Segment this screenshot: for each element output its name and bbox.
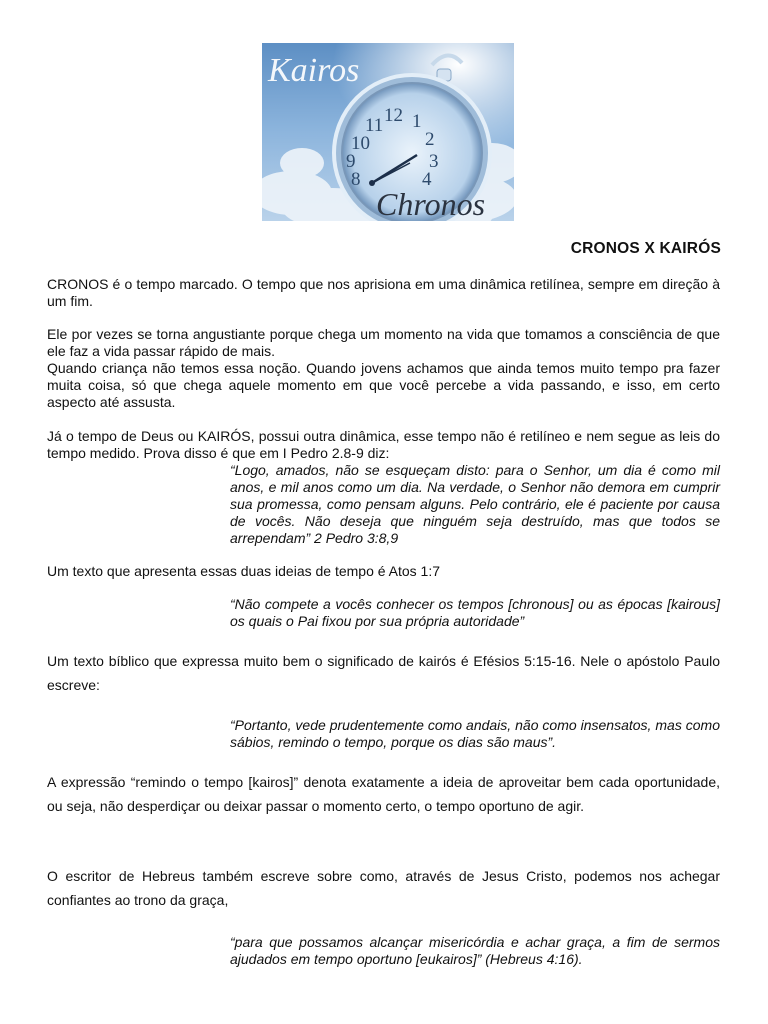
paragraph-angustiante: Ele por vezes se torna angustiante porque chega um momento na vida que tomamos a consciência de que ele faz a vida passar rápido de mais.	[47, 326, 720, 359]
quote-efesios: “Portanto, vede prudentemente como andais, não como insensatos, mas como sábios, remindo o tempo, porque os dias são maus”.	[230, 717, 720, 750]
paragraph-remindo: A expressão “remindo o tempo [kairos]” denota exatamente a ideia de aproveitar bem cada oportunidade, ou seja, não desperdiçar ou deixar passar o momento certo, o tempo oportuno de agir.	[47, 774, 720, 814]
clock-illustration	[262, 43, 514, 221]
paragraph-atos: Um texto que apresenta essas duas ideias de tempo é Atos 1:7	[47, 563, 441, 579]
quote-hebreus: “para que possamos alcançar misericórdia e achar graça, a fim de sermos ajudados em tempo oportuno [eukairos]” (Hebreus 4:16).	[230, 934, 720, 967]
document-title: CRONOS X KAIRÓS	[570, 240, 721, 257]
clock-numeral-12: 12	[384, 105, 403, 126]
quote-atos: “Não compete a vocês conhecer os tempos [chronous] ou as épocas [kairous] os quais o Pai fixou por sua própria autoridade”	[230, 596, 720, 629]
clock-numeral-1: 1	[412, 111, 422, 132]
paragraph-kairos: Já o tempo de Deus ou KAIRÓS, possui outra dinâmica, esse tempo não é retilíneo e nem segue as leis do tempo medido. Prova disso é que em I Pedro 2.8-9 diz:	[47, 428, 720, 461]
kairos-word: Kairos	[268, 52, 360, 89]
paragraph-cronos: CRONOS é o tempo marcado. O tempo que nos aprisiona em uma dinâmica retilínea, sempre em direção à um fim.	[47, 276, 720, 309]
clock-numeral-11: 11	[365, 115, 384, 136]
clock-numeral-4: 4	[422, 169, 432, 190]
kairos-chronos-clock-image	[262, 43, 514, 221]
clock-numeral-3: 3	[429, 151, 439, 172]
paragraph-efesios: Um texto bíblico que expressa muito bem o significado de kairós é Efésios 5:15-16. Nele o apóstolo Paulo escreve:	[47, 653, 720, 693]
clock-numeral-8: 8	[351, 169, 361, 190]
clock-numeral-9: 9	[346, 151, 356, 172]
paragraph-crianca: Quando criança não temos essa noção. Quando jovens achamos que ainda temos muito tempo pra fazer muita coisa, só que chega aquele momento em que você percebe a vida passando, e isso, em certo aspecto até assusta.	[47, 360, 720, 410]
chronos-word: Chronos	[376, 186, 486, 221]
paragraph-hebreus: O escritor de Hebreus também escreve sobre como, através de Jesus Cristo, podemos nos achegar confiantes ao trono da graça,	[47, 868, 720, 908]
clock-numeral-2: 2	[425, 129, 435, 150]
quote-2-pedro: “Logo, amados, não se esqueçam disto: para o Senhor, um dia é como mil anos, e mil anos como um dia. Na verdade, o Senhor não demora em cumprir sua promessa, como pensam alguns. Pelo contrário, ele é paciente por causa de vocês. Não deseja que ninguém seja destruído, mas que todos se arrependam” 2 Pedro 3:8,9	[230, 462, 720, 546]
clock-numeral-10: 10	[351, 133, 370, 154]
